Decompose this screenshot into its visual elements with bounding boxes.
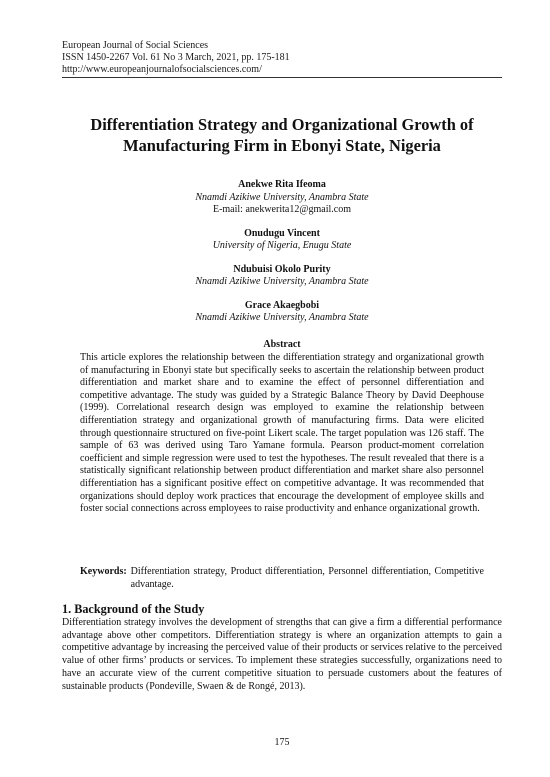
author-name: Ndubuisi Okolo Purity (233, 263, 331, 275)
author-affiliation: Nnamdi Azikiwe University, Anambra State (195, 191, 369, 203)
author-email[interactable]: E-mail: anekwerita12@gmail.com (212, 204, 352, 215)
paper-title: Differentiation Strategy and Organizational Growth of Manufacturing Firm in Ebonyi State, Nigeria (90, 115, 474, 155)
author-list (62, 179, 502, 336)
journal-url[interactable]: http://www.europeanjournalofsocialsciences.com/ (62, 64, 262, 76)
header-rule (62, 77, 502, 78)
author-block (62, 300, 502, 325)
author-affiliation: University of Nigeria, Enugu State (212, 240, 352, 251)
section-body-text: Differentiation strategy involves the development of strengths that can give a firm a differential performance advantage above other competitors. Differentiation strategy is where an organization attempts to gain a competitive advantage by increasing the perceived value of their products or services relative to the perceived value of other firms’ products or services. To implement these strategies successfully, organizations need to have an accurate view of the current competitive situation to persuade customers about the features of sustainable products (Pondeville, Swaen & de Rongé, 2013). (62, 617, 502, 692)
author-block (62, 179, 502, 217)
author-affiliation: Nnamdi Azikiwe University, Anambra State (195, 312, 369, 323)
author-affiliation: Nnamdi Azikiwe University, Anambra State (195, 276, 369, 287)
author-name: Anekwe Rita Ifeoma (238, 179, 326, 190)
author-name: Grace Akaegbobi (244, 299, 320, 311)
section-heading: 1. Background of the Study (62, 602, 205, 616)
journal-issue: ISSN 1450-2267 Vol. 61 No 3 March, 2021, pp. 175-181 (62, 52, 290, 64)
author-block (62, 228, 502, 253)
keywords (80, 566, 484, 591)
page-number: 175 (274, 737, 290, 748)
author-name: Onudugu Vincent (244, 227, 320, 239)
author-block (62, 264, 502, 289)
journal-header (62, 40, 502, 77)
journal-name: European Journal of Social Sciences (62, 40, 209, 51)
keywords-text: Differentiation strategy, Product differentiation, Personnel differentiation, Competitive advantage. (130, 566, 484, 590)
keywords-label: Keywords: (80, 566, 127, 577)
abstract-text: This article explores the relationship between the differentiation strategy and organizational growth of manufacturing in Ebonyi state but specifically seeks to ascertain the relationship between product differentiation and market share and to examine the effect of personnel differentiation and competitive advantage. The study was guided by a Strategic Balance Theory by David Deephouse (1999). Correlational research design was employed to examine the relationship between differentiation strategy and organizational growth of manufacturing firms. Data were elicited through questionnaire structured on five-point Likert scale. The target population was 126 staff. The sample of 63 was derived using Taro Yamane formula. Pearson product-moment correlation coefficient and simple regression were used to test the hypotheses. The result revealed that there is a statistically significant relationship between product differentiation and market share also personnel differentiation has a significant positive effect on competitive advantage. It was recommended that organizations should deploy work practices that encourage the development of employee skills and foster social connections across employees to raise productivity and enhance organizational growth. (80, 352, 484, 515)
abstract-heading: Abstract (263, 339, 301, 350)
